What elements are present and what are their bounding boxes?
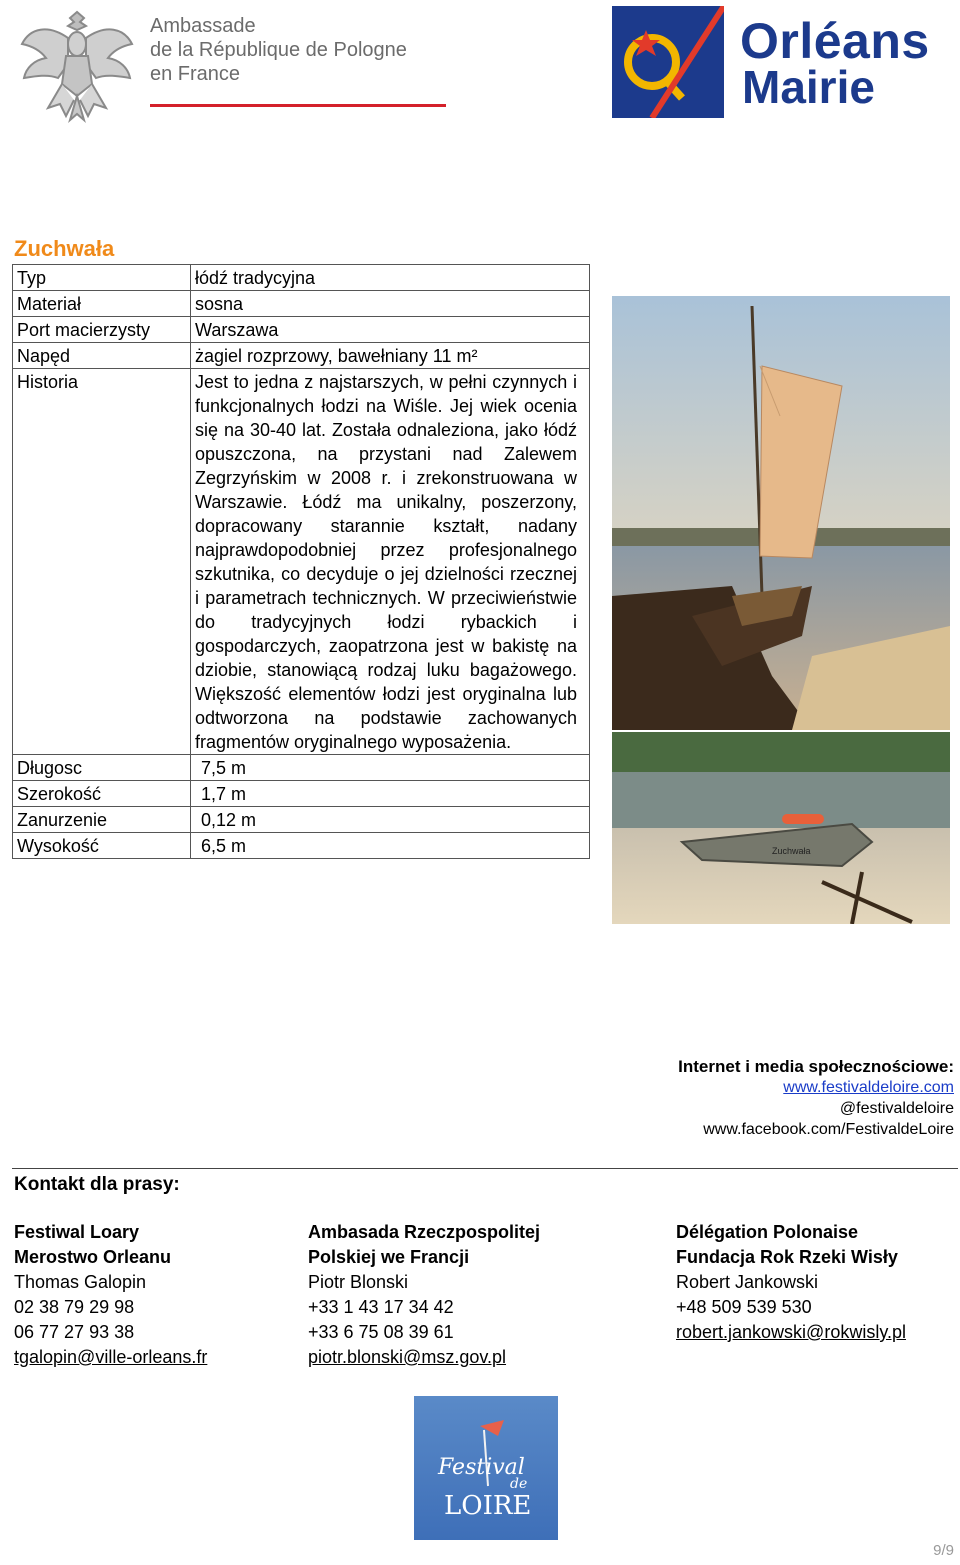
page-number: 9/9 [933,1542,954,1559]
social-media-block [678,1056,954,1140]
contact-name: Thomas Galopin [14,1272,147,1292]
facebook-url: www.facebook.com/FestivaldeLoire [703,1121,954,1138]
contact-org: Polskiej we Francji [308,1247,470,1267]
boat-beach-photo [612,732,950,924]
boat-name: Zuchwała [14,236,115,261]
row-label: Zanurzenie [13,807,191,833]
divider [12,1168,958,1169]
contact-phone: 02 38 79 29 98 [14,1297,135,1317]
boat-spec-table [12,264,590,859]
contact-org: Délégation Polonaise [676,1222,859,1242]
embassy-divider [150,104,446,107]
embassy-line: Ambassade [150,15,256,37]
contact-email[interactable]: tgalopin@ville-orleans.fr [14,1347,208,1367]
table-row [13,781,590,807]
festival-logo-word: Festival [438,1455,525,1480]
embassy-line: en France [150,63,241,85]
table-row [13,343,590,369]
contact-column [676,1220,906,1345]
contact-phone: 06 77 27 93 38 [14,1322,135,1342]
press-heading: Kontakt dla prasy: [14,1174,180,1195]
embassy-line: de la République de Pologne [150,39,407,61]
row-label: Wysokość [13,833,191,859]
contact-email[interactable]: robert.jankowski@rokwisly.pl [676,1322,907,1342]
row-value: żagiel rozprzowy, bawełniany 11 m² [191,343,590,369]
history-text: Jest to jedna z najstarszych, w pełni czynnych i funkcjonalnych łodzi na Wiśle. Jej wiek ocenia się na 30-40 lat. Została odnaleziona, jako łódź opuszczona, na przystani nad Zalewem Zegrzyńskim w 2008 r. i zrekonstruowana w Warszawie. Łódź ma unikalny, poszerzony, dopracowany starannie kształt, nadany najprawdopodobniej przez profesjonalnego szkutnika, co decyduje o jej dzielności rzecznej i parametrach technicznych. W przeciwieństwie do tradycyjnych łodzi rybackich i gospodarczych, zaopatrzona jest w bakistę na dziobie, stanowiącą rodzaj luku bagażowego. Większość elementów łodzi jest oryginalna lub odtworzona na podstawie zachowanych fragmentów oryginalnego wyposażenia. [191,369,590,755]
embassy-name [150,14,407,86]
table-row [13,317,590,343]
orleans-subtitle: Mairie [742,61,875,113]
table-row [13,807,590,833]
row-value: 7,5 m [191,755,590,781]
social-heading: Internet i media społecznościowe: [678,1057,954,1076]
contact-column [308,1220,540,1370]
row-value: 6,5 m [191,833,590,859]
embassy-logo [18,4,438,124]
table-row [13,291,590,317]
table-row [13,369,590,755]
row-label: Materiał [13,291,191,317]
twitter-handle: @festivaldeloire [839,1100,954,1117]
contact-org: Ambasada Rzeczpospolitej [308,1222,541,1242]
contact-column [14,1220,207,1370]
website-link[interactable]: www.festivaldeloire.com [783,1079,954,1096]
table-row [13,755,590,781]
orleans-title: Orléans [740,13,930,69]
table-row [13,833,590,859]
festival-de-loire-logo [414,1396,558,1540]
row-label: Historia [13,369,191,755]
contact-name: Piotr Blonski [308,1272,409,1292]
row-label: Szerokość [13,781,191,807]
festival-logo-word: de [510,1476,528,1492]
festival-logo-word: LOIRE [444,1491,532,1521]
row-value: Warszawa [191,317,590,343]
orleans-emblem-icon [612,6,724,118]
row-value: łódź tradycyjna [191,265,590,291]
orleans-logo [612,4,952,120]
row-value: sosna [191,291,590,317]
table-row [13,265,590,291]
contact-name: Robert Jankowski [676,1272,819,1292]
contact-org: Fundacja Rok Rzeki Wisły [676,1247,898,1267]
row-label: Typ [13,265,191,291]
orleans-emblem [612,6,724,118]
contact-org: Festiwal Loary [14,1222,140,1242]
contact-org: Merostwo Orleanu [14,1247,172,1267]
contact-phone: +48 509 539 530 [676,1297,812,1317]
boat-sail-photo [612,296,950,730]
row-value: 0,12 m [191,807,590,833]
row-label: Napęd [13,343,191,369]
contact-email[interactable]: piotr.blonski@msz.gov.pl [308,1347,507,1367]
polish-eagle-icon [18,4,136,124]
row-value: 1,7 m [191,781,590,807]
row-label: Długosc [13,755,191,781]
contact-phone: +33 6 75 08 39 61 [308,1322,454,1342]
row-label: Port macierzysty [13,317,191,343]
hull-name-label: Zuchwała [772,846,811,856]
contact-phone: +33 1 43 17 34 42 [308,1297,454,1317]
